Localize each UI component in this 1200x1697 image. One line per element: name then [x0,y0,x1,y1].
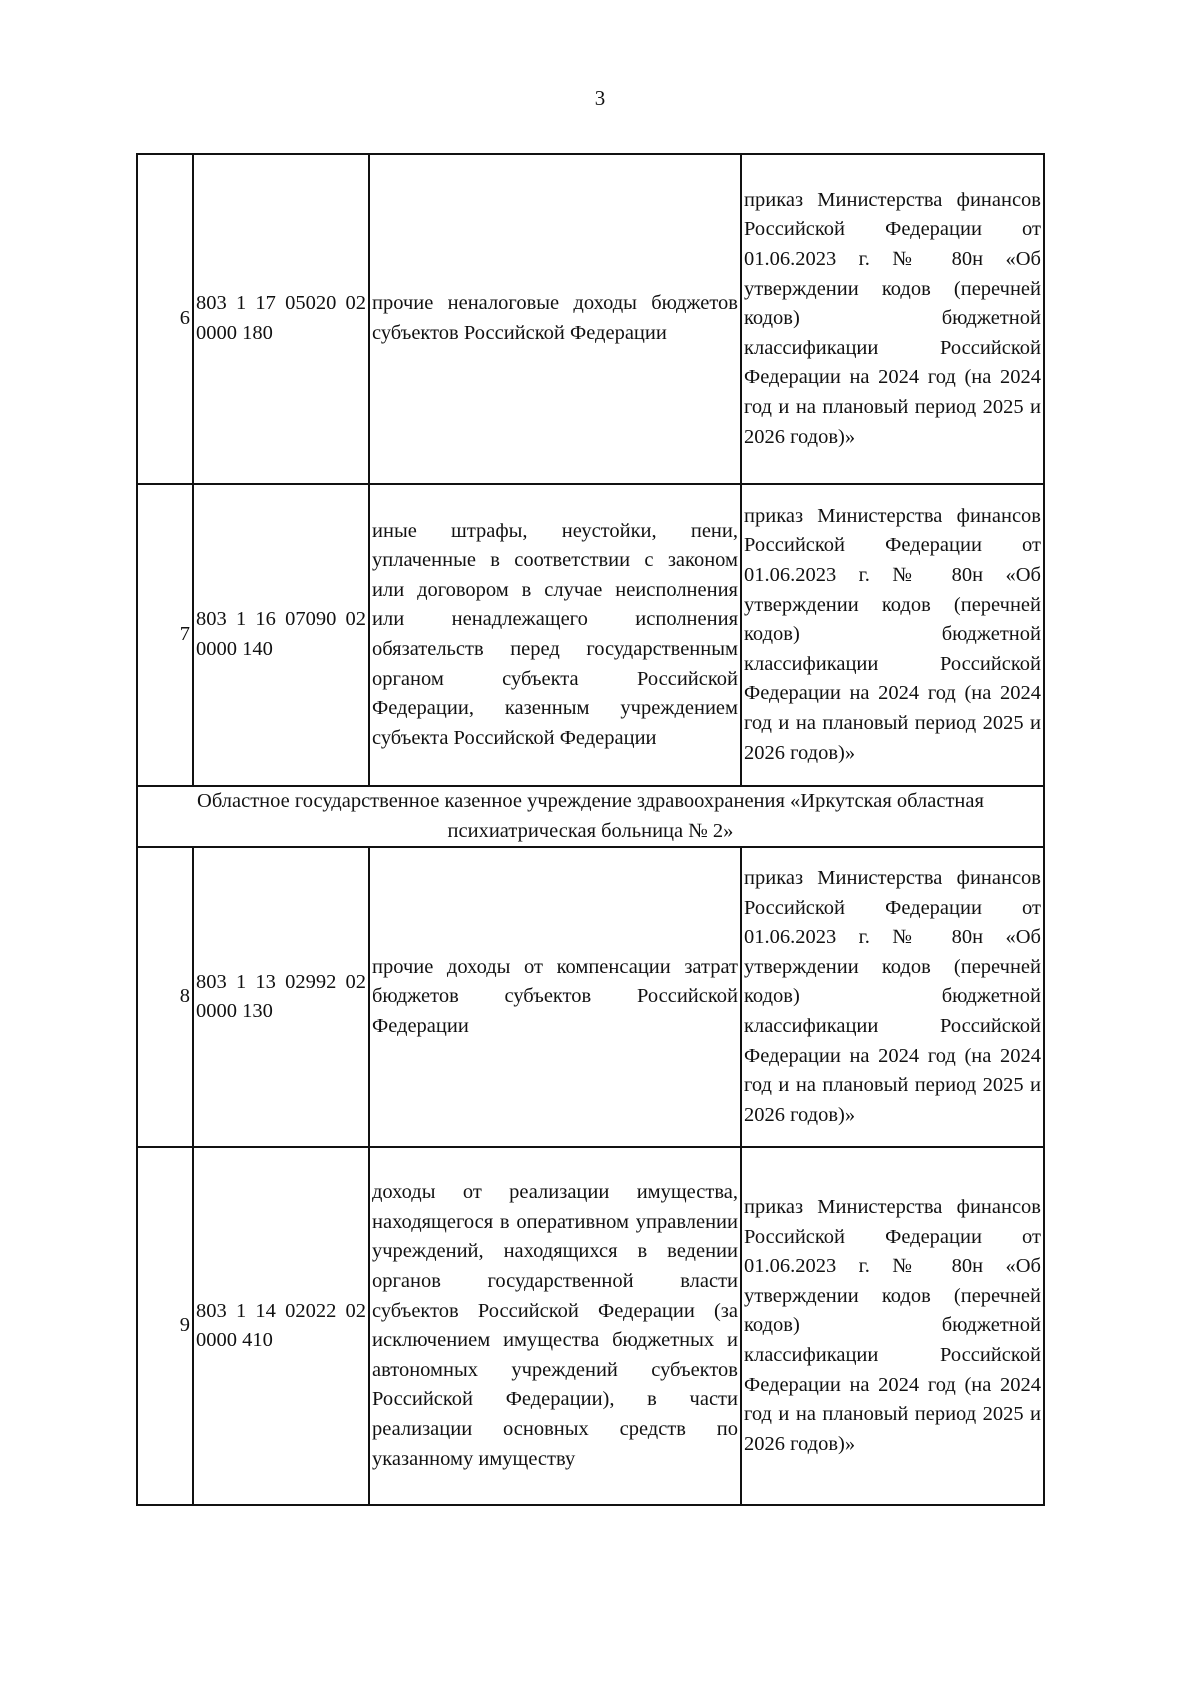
section-heading-row [137,786,1044,847]
legal-basis: приказ Министерства финансов Российской Федерации от 01.06.2023 г. № 80н «Об утверждении кодов (перечней кодов) бюджетной классификации Российской Федерации на 2024 год (на 2024 год и на плановый период 2025 и 2026 годов)» [741,484,1044,786]
section-heading: Областное государственное казенное учреждение здравоохранения «Иркутская областная психиатрическая больница № 2» [137,786,1044,847]
page-number: 3 [594,86,606,110]
budget-codes-table [136,153,1045,1506]
income-description: прочие доходы от компенсации затрат бюджетов субъектов Российской Федерации [369,847,741,1147]
income-description: доходы от реализации имущества, находящегося в оперативном управлении учреждений, находящихся в ведении органов государственной власти субъектов Российской Федерации (за исключением имущества бюджетных и автономных учреждений субъектов Российской Федерации), в части реализации основных средств по указанному имуществу [369,1147,741,1505]
income-description: прочие неналоговые доходы бюджетов субъектов Российской Федерации [369,154,741,484]
row-number: 7 [137,484,193,786]
budget-code: 803 1 16 07090 02 0000 140 [193,484,369,786]
row-number: 9 [137,1147,193,1505]
table-row [137,847,1044,1147]
table-row [137,484,1044,786]
row-number: 8 [137,847,193,1147]
table-row [137,154,1044,484]
table-row [137,1147,1044,1505]
legal-basis: приказ Министерства финансов Российской Федерации от 01.06.2023 г. № 80н «Об утверждении кодов (перечней кодов) бюджетной классификации Российской Федерации на 2024 год (на 2024 год и на плановый период 2025 и 2026 годов)» [741,1147,1044,1505]
budget-code: 803 1 17 05020 02 0000 180 [193,154,369,484]
legal-basis: приказ Министерства финансов Российской Федерации от 01.06.2023 г. № 80н «Об утверждении кодов (перечней кодов) бюджетной классификации Российской Федерации на 2024 год (на 2024 год и на плановый период 2025 и 2026 годов)» [741,154,1044,484]
row-number: 6 [137,154,193,484]
budget-code: 803 1 14 02022 02 0000 410 [193,1147,369,1505]
budget-code: 803 1 13 02992 02 0000 130 [193,847,369,1147]
legal-basis: приказ Министерства финансов Российской Федерации от 01.06.2023 г. № 80н «Об утверждении кодов (перечней кодов) бюджетной классификации Российской Федерации на 2024 год (на 2024 год и на плановый период 2025 и 2026 годов)» [741,847,1044,1147]
income-description: иные штрафы, неустойки, пени, уплаченные в соответствии с законом или договором в случае неисполнения или ненадлежащего исполнения обязательств перед государственным органом субъекта Российской Федерации, казенным учреждением субъекта Российской Федерации [369,484,741,786]
